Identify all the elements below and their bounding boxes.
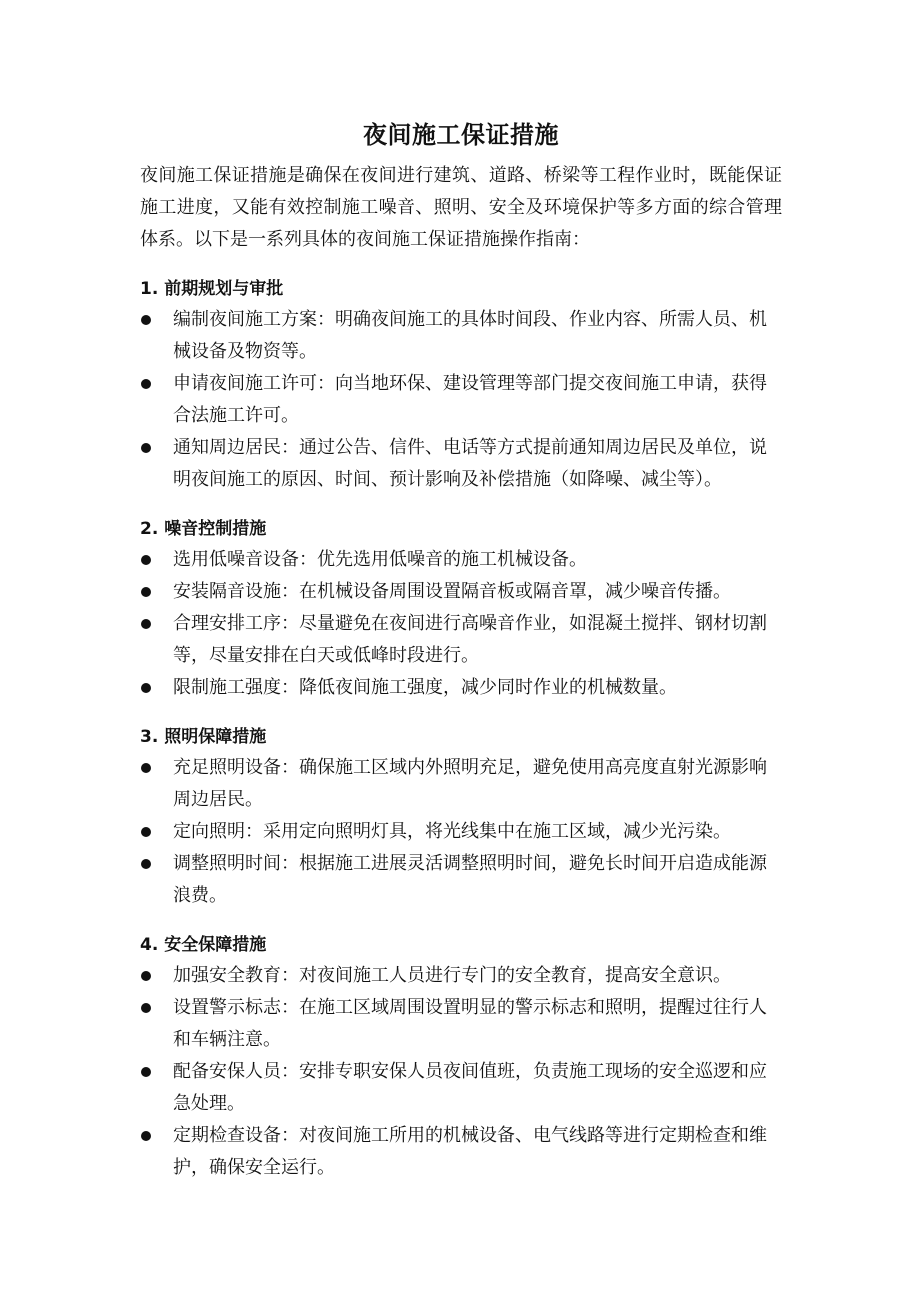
list-item-text: 设置警示标志：在施工区域周围设置明显的警示标志和照明，提醒过往行人和车辆注意。 xyxy=(173,997,767,1050)
intro-paragraph: 夜间施工保证措施是确保在夜间进行建筑、道路、桥梁等工程作业时，既能保证施工进度，又能有效控制施工噪音、照明、安全及环境保护等多方面的综合管理体系。以下是一系列具体的夜间施工保证措施操作指南： xyxy=(140,165,782,250)
bullet-icon xyxy=(141,1067,151,1077)
list-item-text: 充足照明设备：确保施工区域内外照明充足，避免使用高亮度直射光源影响周边居民。 xyxy=(173,757,767,810)
list-item xyxy=(140,1056,782,1120)
section-heading: 4. 安全保障措施 xyxy=(140,935,267,955)
list-item-text: 通知周边居民：通过公告、信件、电话等方式提前通知周边居民及单位，说明夜间施工的原因、时间、预计影响及补偿措施（如降噪、减尘等）。 xyxy=(173,437,767,490)
section-planning xyxy=(140,274,782,496)
bullet-list xyxy=(140,304,782,496)
list-item xyxy=(140,960,782,992)
list-item xyxy=(140,848,782,912)
bullet-list xyxy=(140,544,782,704)
list-item-text: 调整照明时间：根据施工进展灵活调整照明时间，避免长时间开启造成能源浪费。 xyxy=(173,853,767,906)
bullet-icon xyxy=(141,315,151,325)
bullet-icon xyxy=(141,763,151,773)
list-item xyxy=(140,816,782,848)
list-item xyxy=(140,432,782,496)
bullet-icon xyxy=(141,587,151,597)
bullet-icon xyxy=(141,555,151,565)
list-item xyxy=(140,368,782,432)
bullet-icon xyxy=(141,1003,151,1013)
list-item-text: 加强安全教育：对夜间施工人员进行专门的安全教育，提高安全意识。 xyxy=(173,965,731,986)
bullet-list xyxy=(140,752,782,912)
bullet-icon xyxy=(141,379,151,389)
list-item-text: 限制施工强度：降低夜间施工强度，减少同时作业的机械数量。 xyxy=(173,677,677,698)
list-item xyxy=(140,672,782,704)
list-item xyxy=(140,1120,782,1184)
document-page xyxy=(140,118,782,1184)
bullet-icon xyxy=(141,827,151,837)
list-item xyxy=(140,608,782,672)
list-item-text: 合理安排工序：尽量避免在夜间进行高噪音作业，如混凝土搅拌、钢材切割等，尽量安排在白天或低峰时段进行。 xyxy=(173,613,767,666)
bullet-icon xyxy=(141,683,151,693)
bullet-icon xyxy=(141,971,151,981)
list-item-text: 安装隔音设施：在机械设备周围设置隔音板或隔音罩，减少噪音传播。 xyxy=(173,581,731,602)
list-item xyxy=(140,576,782,608)
page-title: 夜间施工保证措施 xyxy=(363,121,559,149)
section-heading: 3. 照明保障措施 xyxy=(140,727,267,747)
list-item xyxy=(140,304,782,368)
list-item-text: 定向照明：采用定向照明灯具，将光线集中在施工区域，减少光污染。 xyxy=(173,821,731,842)
list-item xyxy=(140,544,782,576)
list-item-text: 定期检查设备：对夜间施工所用的机械设备、电气线路等进行定期检查和维护，确保安全运行。 xyxy=(173,1125,767,1178)
bullet-icon xyxy=(141,1131,151,1141)
list-item-text: 编制夜间施工方案：明确夜间施工的具体时间段、作业内容、所需人员、机械设备及物资等。 xyxy=(173,309,767,362)
section-noise-control xyxy=(140,514,782,704)
list-item-text: 选用低噪音设备：优先选用低噪音的施工机械设备。 xyxy=(173,549,587,570)
list-item-text: 配备安保人员：安排专职安保人员夜间值班，负责施工现场的安全巡逻和应急处理。 xyxy=(173,1061,767,1114)
section-lighting xyxy=(140,722,782,912)
bullet-icon xyxy=(141,619,151,629)
bullet-list xyxy=(140,960,782,1184)
list-item xyxy=(140,752,782,816)
bullet-icon xyxy=(141,443,151,453)
bullet-icon xyxy=(141,859,151,869)
section-heading: 2. 噪音控制措施 xyxy=(140,519,267,539)
list-item-text: 申请夜间施工许可：向当地环保、建设管理等部门提交夜间施工申请，获得合法施工许可。 xyxy=(173,373,767,426)
section-heading: 1. 前期规划与审批 xyxy=(140,279,284,299)
section-safety xyxy=(140,930,782,1184)
list-item xyxy=(140,992,782,1056)
